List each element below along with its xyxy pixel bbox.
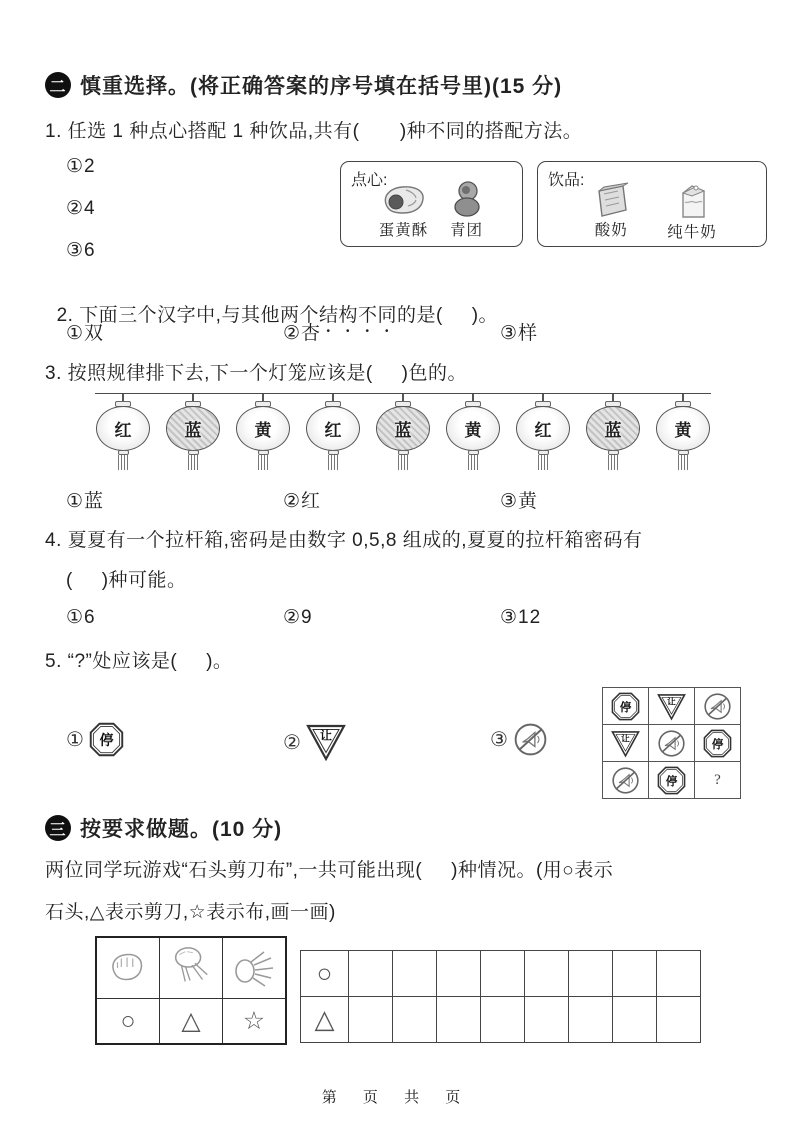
section3-text-line1: 两位同学玩游戏“石头剪刀布”,一共可能出现( )种情况。(用○表示 xyxy=(45,860,614,881)
svg-text:停: 停 xyxy=(665,774,678,788)
q4-option-1: ①6 xyxy=(66,607,96,628)
snack-caption-pastry: 蛋黄酥 xyxy=(378,222,429,239)
lantern-row xyxy=(95,393,711,470)
svg-text:让: 让 xyxy=(319,728,332,743)
q2-option-2: ②杏 xyxy=(283,323,322,344)
lantern-label: 红 xyxy=(114,421,132,440)
option-number: ③ xyxy=(490,729,508,751)
answer-grid-blank-cell xyxy=(437,997,481,1043)
answer-grid-blank-cell xyxy=(437,951,481,997)
lantern-label: 红 xyxy=(324,421,342,440)
page-footer: 第 页 共 页 xyxy=(321,1089,472,1106)
stop-sign-icon xyxy=(703,729,732,758)
yield-sign-icon xyxy=(611,729,640,758)
stop-sign-icon xyxy=(89,722,124,757)
q5-grid-cell xyxy=(603,762,649,799)
q4-option-3: ③12 xyxy=(500,607,542,628)
lantern xyxy=(375,394,431,470)
svg-text:停: 停 xyxy=(619,700,632,714)
q4-option-2: ②9 xyxy=(283,607,313,628)
answer-grid-blank-cell xyxy=(525,951,569,997)
scissors-hand-icon xyxy=(168,945,214,991)
q5-option-2 xyxy=(283,722,346,762)
lantern xyxy=(165,394,221,470)
answer-grid-blank-cell xyxy=(657,951,701,997)
answer-grid-blank-cell xyxy=(613,997,657,1043)
answer-grid-blank-cell xyxy=(657,997,701,1043)
q2-options xyxy=(45,318,775,348)
q4-text-line1: 4. 夏夏有一个拉杆箱,密码是由数字 0,5,8 组成的,夏夏的拉杆箱密码有 xyxy=(45,530,643,551)
answer-grid-blank-cell xyxy=(349,951,393,997)
lantern-tassel-icon xyxy=(468,455,478,470)
lantern-label: 蓝 xyxy=(604,421,622,440)
answer-grid-blank-cell xyxy=(393,997,437,1043)
lantern-tassel-icon xyxy=(538,455,548,470)
rps-table xyxy=(95,936,287,1045)
q3-options xyxy=(45,486,775,516)
rps-symbol-cell: ○ xyxy=(96,999,160,1045)
no-horn-sign-icon xyxy=(513,722,548,757)
lantern xyxy=(305,394,361,470)
q5-grid-cell xyxy=(649,688,695,725)
section2-number-icon: 二 xyxy=(45,72,71,98)
answer-grid-blank-cell xyxy=(349,997,393,1043)
q2-text-post: 的是( )。 xyxy=(396,305,499,326)
q3-text: 3. 按照规律排下去,下一个灯笼应该是( )色的。 xyxy=(45,363,467,384)
lantern-tassel-icon xyxy=(118,455,128,470)
svg-text:停: 停 xyxy=(99,732,114,749)
stop-sign-icon xyxy=(611,692,640,721)
lantern-tassel-icon xyxy=(608,455,618,470)
snack-box xyxy=(340,161,523,247)
q5-option-1 xyxy=(66,722,124,757)
q1-text: 1. 任选 1 种点心搭配 1 种饮品,共有( )种不同的搭配方法。 xyxy=(45,121,583,142)
lantern xyxy=(585,394,641,470)
answer-grid-blank-cell xyxy=(481,997,525,1043)
q3-option-3: ③黄 xyxy=(500,491,539,512)
snack-figure-qingtuan xyxy=(446,178,488,240)
answer-grid xyxy=(300,950,701,1043)
drink-figure-yogurt xyxy=(589,178,633,242)
answer-grid-blank-cell xyxy=(481,951,525,997)
lantern xyxy=(95,394,151,470)
answer-grid-blank-cell xyxy=(525,997,569,1043)
section3-title: 按要求做题。(10 分) xyxy=(80,818,283,841)
answer-grid-blank-cell xyxy=(569,951,613,997)
q5-options xyxy=(45,722,665,766)
q2-text-pre: 2. 下面三个汉字中,与其他两个 xyxy=(56,305,319,326)
drink-box-label: 饮品: xyxy=(548,172,585,189)
q2-text-emphasis: 结构不同 xyxy=(318,305,397,326)
answer-grid-symbol-cell: ○ xyxy=(301,951,349,997)
answer-grid-blank-cell xyxy=(569,997,613,1043)
q4-options xyxy=(45,606,775,636)
lantern xyxy=(445,394,501,470)
snack-box-label: 点心: xyxy=(351,172,388,189)
drink-box xyxy=(537,161,767,247)
rps-hand-cell xyxy=(96,937,160,999)
question-mark: ? xyxy=(714,772,721,788)
q3-option-1: ①蓝 xyxy=(66,491,105,512)
q4-text-line2: ( )种可能。 xyxy=(66,570,187,591)
q2-option-3: ③样 xyxy=(500,323,539,344)
yield-sign-icon xyxy=(306,722,346,762)
q2-option-1: ①双 xyxy=(66,323,105,344)
lantern xyxy=(655,394,711,470)
rps-hand-cell xyxy=(223,937,287,999)
svg-text:让: 让 xyxy=(667,696,676,707)
stop-sign-icon xyxy=(657,766,686,795)
yield-sign-icon xyxy=(657,692,686,721)
q5-grid-cell xyxy=(649,725,695,762)
drink-caption-milk: 纯牛奶 xyxy=(667,224,717,241)
rps-hand-cell xyxy=(160,937,223,999)
answer-grid-blank-cell xyxy=(393,951,437,997)
q5-grid xyxy=(602,687,741,799)
lantern-tassel-icon xyxy=(188,455,198,470)
q5-grid-cell xyxy=(695,762,741,799)
answer-grid-blank-cell xyxy=(613,951,657,997)
snack-caption-qingtuan: 青团 xyxy=(449,222,483,239)
section2-title: 慎重选择。(将正确答案的序号填在括号里)(15 分) xyxy=(80,75,563,98)
lantern-label: 黄 xyxy=(674,421,692,440)
lantern-label: 蓝 xyxy=(394,421,412,440)
lantern xyxy=(235,394,291,470)
option-number: ② xyxy=(283,731,301,754)
yogurt-icon xyxy=(589,178,633,220)
section3-text-line2: 石头,△表示剪刀,☆表示布,画一画) xyxy=(45,902,336,923)
option-number: ① xyxy=(66,729,84,751)
lantern-tassel-icon xyxy=(398,455,408,470)
lantern-label: 黄 xyxy=(464,421,482,440)
no-horn-sign-icon xyxy=(611,766,640,795)
no-horn-sign-icon xyxy=(703,692,732,721)
drink-caption-yogurt: 酸奶 xyxy=(594,222,628,239)
rock-hand-icon xyxy=(105,947,151,989)
q1-option-1: ①2 xyxy=(66,156,96,177)
lantern-tassel-icon xyxy=(258,455,268,470)
q5-text: 5. “?”处应该是( )。 xyxy=(45,651,233,672)
q5-grid-cell xyxy=(603,688,649,725)
lantern-tassel-icon xyxy=(328,455,338,470)
q1-option-3: ③6 xyxy=(66,240,96,261)
q5-grid-cell xyxy=(695,725,741,762)
answer-grid-symbol-cell: △ xyxy=(301,997,349,1043)
rps-symbol-cell: △ xyxy=(160,999,223,1045)
section2-header xyxy=(45,70,562,100)
drink-figure-milk xyxy=(667,178,717,242)
snack-figure-pastry xyxy=(378,178,430,240)
lantern xyxy=(515,394,571,470)
rps-symbol-cell: ☆ xyxy=(223,999,287,1045)
q5-grid-cell xyxy=(649,762,695,799)
egg-yolk-pastry-icon xyxy=(378,178,430,220)
q5-grid-cell xyxy=(695,688,741,725)
paper-hand-icon xyxy=(230,946,278,990)
lantern-tassel-icon xyxy=(678,455,688,470)
no-horn-sign-icon xyxy=(657,729,686,758)
q1-option-2: ②4 xyxy=(66,198,96,219)
lantern-label: 蓝 xyxy=(184,421,202,440)
milk-carton-icon xyxy=(667,178,717,222)
svg-text:停: 停 xyxy=(711,737,724,751)
lantern-label: 黄 xyxy=(254,421,272,440)
svg-text:让: 让 xyxy=(621,733,630,744)
q3-option-2: ②红 xyxy=(283,491,322,512)
q1-options xyxy=(66,146,96,272)
section3-number-icon: 三 xyxy=(45,815,71,841)
q5-grid-cell xyxy=(603,725,649,762)
qingtuan-icon xyxy=(446,178,488,220)
lantern-label: 红 xyxy=(534,421,552,440)
section3-header xyxy=(45,813,282,843)
q5-option-3 xyxy=(490,722,548,757)
